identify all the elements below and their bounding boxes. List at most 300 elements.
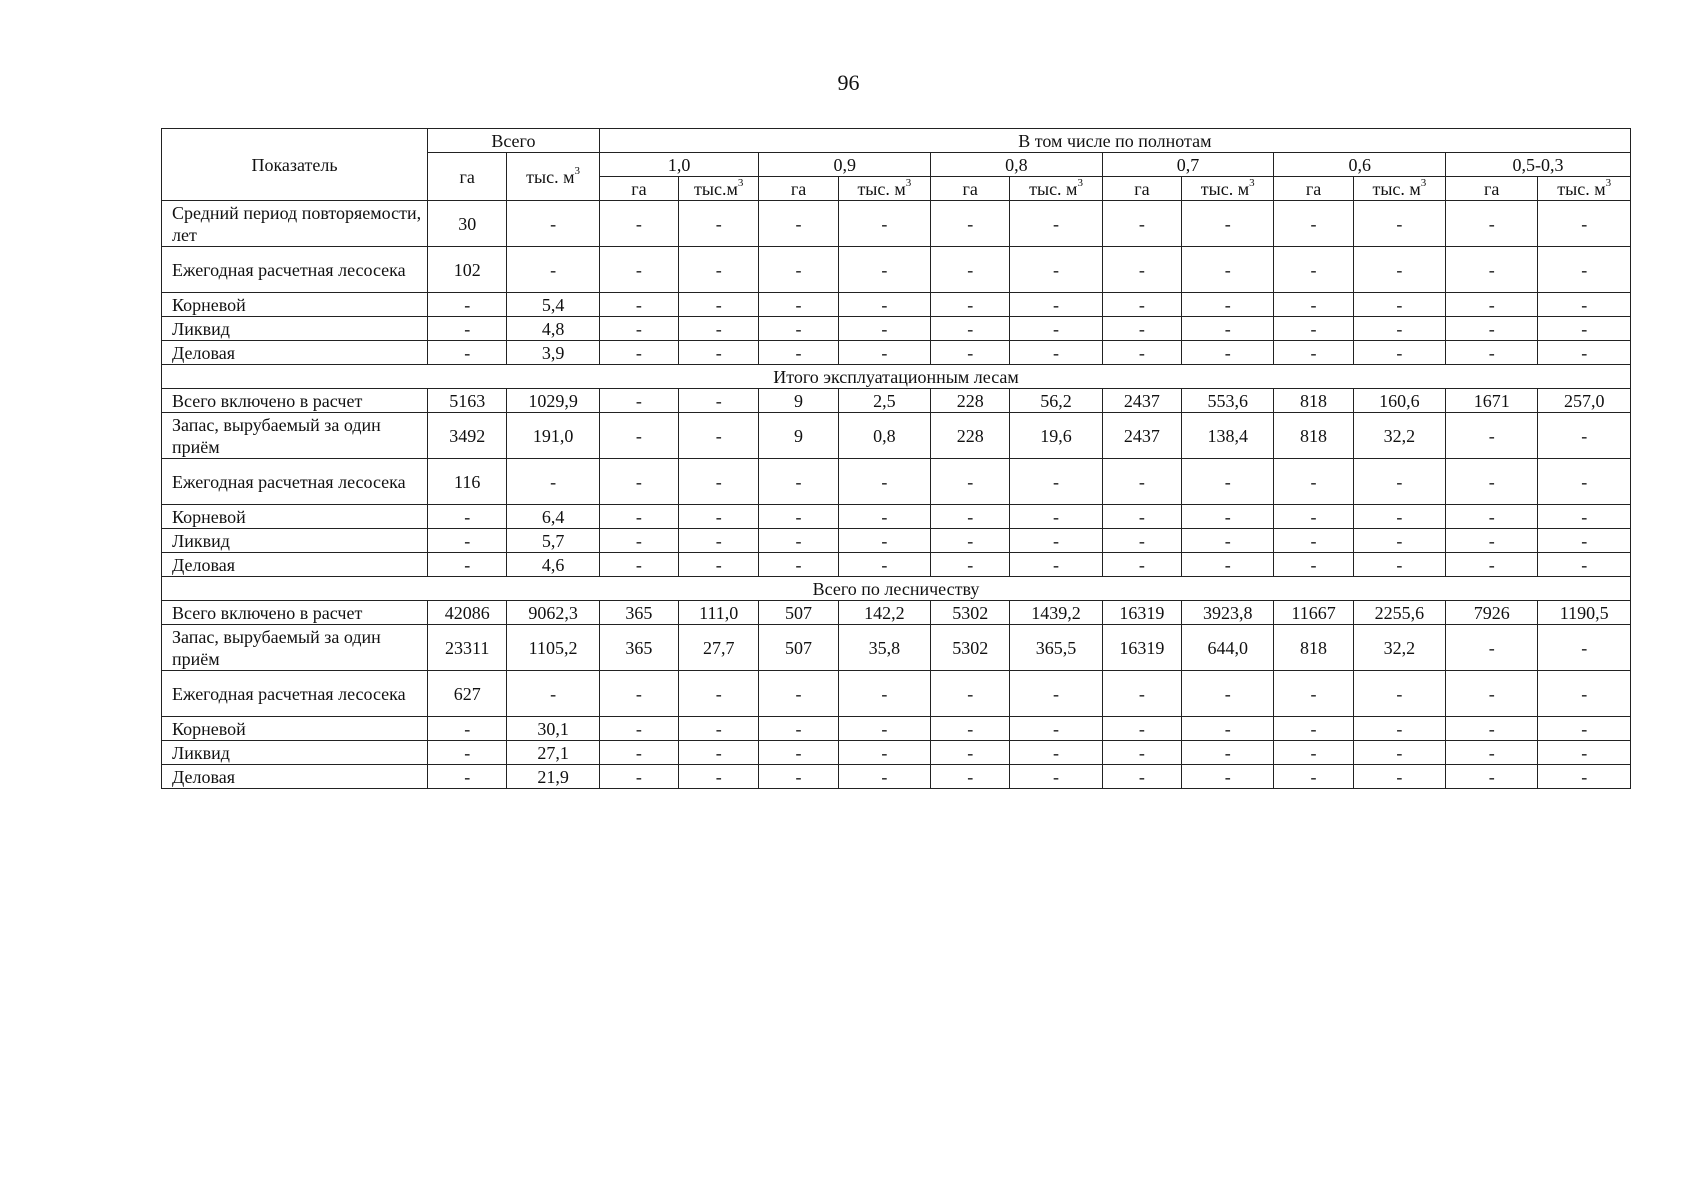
table-cell: 0,8 bbox=[838, 413, 930, 459]
table-cell: - bbox=[1102, 671, 1181, 717]
table-cell: - bbox=[1010, 553, 1102, 577]
section-header-row bbox=[162, 365, 1631, 389]
table-cell: - bbox=[1446, 459, 1538, 505]
row-label: Всего включено в расчет bbox=[162, 389, 428, 413]
table-cell: - bbox=[838, 247, 930, 293]
table-cell: - bbox=[599, 341, 678, 365]
header-density-4: 0,7 bbox=[1102, 153, 1274, 177]
table-cell: - bbox=[599, 765, 678, 789]
table-cell: 1029,9 bbox=[507, 389, 599, 413]
table-cell: 6,4 bbox=[507, 505, 599, 529]
table-cell: - bbox=[759, 459, 838, 505]
table-cell: - bbox=[1182, 553, 1274, 577]
table-cell: - bbox=[679, 341, 759, 365]
table-cell: - bbox=[1446, 293, 1538, 317]
table-cell: - bbox=[1538, 765, 1631, 789]
header-ha: га bbox=[1446, 177, 1538, 201]
table-cell: - bbox=[931, 765, 1010, 789]
table-cell: - bbox=[1274, 717, 1353, 741]
table-cell: - bbox=[1274, 201, 1353, 247]
table-cell: - bbox=[838, 671, 930, 717]
table-cell: 30,1 bbox=[507, 717, 599, 741]
section-title: Всего по лесничеству bbox=[162, 577, 1631, 601]
table-cell: - bbox=[931, 671, 1010, 717]
table-cell: - bbox=[428, 341, 507, 365]
table-cell: - bbox=[1538, 553, 1631, 577]
table-cell: 1671 bbox=[1446, 389, 1538, 413]
table-cell: - bbox=[1274, 505, 1353, 529]
table-cell: - bbox=[1010, 293, 1102, 317]
table-cell: - bbox=[1446, 625, 1538, 671]
table-cell: - bbox=[599, 741, 678, 765]
table-cell: - bbox=[1538, 671, 1631, 717]
table-cell: - bbox=[1446, 553, 1538, 577]
table-cell: - bbox=[1102, 459, 1181, 505]
table-cell: 2255,6 bbox=[1353, 601, 1445, 625]
table-cell: - bbox=[931, 293, 1010, 317]
table-cell: - bbox=[599, 553, 678, 577]
table-cell: - bbox=[759, 317, 838, 341]
table-cell: 257,0 bbox=[1538, 389, 1631, 413]
table-cell: 365,5 bbox=[1010, 625, 1102, 671]
table-cell: - bbox=[1274, 741, 1353, 765]
table-cell: - bbox=[1353, 741, 1445, 765]
table-cell: - bbox=[679, 247, 759, 293]
table-cell: - bbox=[1446, 201, 1538, 247]
table-cell: - bbox=[1446, 317, 1538, 341]
table-cell: - bbox=[1182, 741, 1274, 765]
table-cell: - bbox=[1353, 341, 1445, 365]
row-label: Средний период повторяемости, лет bbox=[162, 201, 428, 247]
table-cell: - bbox=[931, 505, 1010, 529]
table-cell: - bbox=[1102, 341, 1181, 365]
table-cell: - bbox=[507, 459, 599, 505]
table-cell: 32,2 bbox=[1353, 625, 1445, 671]
header-ha: га bbox=[599, 177, 678, 201]
table-cell: - bbox=[1010, 765, 1102, 789]
table-cell: - bbox=[1353, 247, 1445, 293]
header-total-volume: тыс. $м^3$ bbox=[507, 153, 599, 201]
table-cell: - bbox=[1010, 201, 1102, 247]
row-label: Корневой bbox=[162, 717, 428, 741]
table-body bbox=[162, 201, 1631, 789]
table-cell: - bbox=[931, 717, 1010, 741]
table-cell: - bbox=[1182, 317, 1274, 341]
table-cell: - bbox=[1446, 341, 1538, 365]
table-cell: - bbox=[599, 413, 678, 459]
table-cell: - bbox=[1538, 201, 1631, 247]
table-cell: - bbox=[599, 389, 678, 413]
table-cell: - bbox=[1538, 717, 1631, 741]
table-cell: - bbox=[1010, 317, 1102, 341]
page-number: 96 bbox=[837, 70, 860, 95]
table-cell: - bbox=[1538, 505, 1631, 529]
table-cell: - bbox=[1446, 247, 1538, 293]
table-cell: - bbox=[428, 505, 507, 529]
header-ha: га bbox=[1102, 177, 1181, 201]
table-row bbox=[162, 201, 1631, 247]
table-cell: - bbox=[838, 341, 930, 365]
header-volume: тыс. $м^3$ bbox=[838, 177, 930, 201]
row-label: Запас, вырубаемый за один приём bbox=[162, 625, 428, 671]
table-cell: - bbox=[679, 671, 759, 717]
table-cell: - bbox=[679, 389, 759, 413]
table-row bbox=[162, 505, 1631, 529]
table-cell: - bbox=[428, 717, 507, 741]
table-cell: - bbox=[759, 293, 838, 317]
header-density-1: 1,0 bbox=[599, 153, 759, 177]
table-cell: - bbox=[679, 317, 759, 341]
table-cell: 116 bbox=[428, 459, 507, 505]
table-cell: - bbox=[759, 553, 838, 577]
table-cell: - bbox=[1274, 459, 1353, 505]
header-volume: тыс. $м^3$ bbox=[1010, 177, 1102, 201]
table-cell: 3,9 bbox=[507, 341, 599, 365]
table-cell: - bbox=[1010, 341, 1102, 365]
table-cell: - bbox=[1538, 413, 1631, 459]
table-cell: 228 bbox=[931, 389, 1010, 413]
table-cell: - bbox=[1353, 293, 1445, 317]
table-cell: - bbox=[1274, 553, 1353, 577]
table-cell: - bbox=[1538, 247, 1631, 293]
table-cell: - bbox=[1274, 247, 1353, 293]
table-cell: - bbox=[759, 717, 838, 741]
table-cell: 19,6 bbox=[1010, 413, 1102, 459]
table-cell: - bbox=[1274, 341, 1353, 365]
section-header-row bbox=[162, 577, 1631, 601]
table-cell: - bbox=[838, 459, 930, 505]
table-cell: - bbox=[1353, 505, 1445, 529]
table-cell: 27,1 bbox=[507, 741, 599, 765]
table-cell: 5163 bbox=[428, 389, 507, 413]
table-cell: - bbox=[679, 201, 759, 247]
table-cell: - bbox=[679, 529, 759, 553]
table-cell: 42086 bbox=[428, 601, 507, 625]
row-label: Корневой bbox=[162, 505, 428, 529]
table-row bbox=[162, 601, 1631, 625]
table-cell: - bbox=[931, 459, 1010, 505]
table-cell: - bbox=[599, 201, 678, 247]
table-cell: - bbox=[1102, 293, 1181, 317]
table-cell: - bbox=[507, 671, 599, 717]
table-cell: - bbox=[1353, 459, 1445, 505]
table-cell: - bbox=[1446, 505, 1538, 529]
table-cell: - bbox=[1010, 671, 1102, 717]
table-cell: 627 bbox=[428, 671, 507, 717]
table-cell: - bbox=[931, 247, 1010, 293]
table-cell: - bbox=[1446, 765, 1538, 789]
table-cell: - bbox=[759, 247, 838, 293]
table-cell: - bbox=[1538, 741, 1631, 765]
table-cell: 23311 bbox=[428, 625, 507, 671]
header-indicator: Показатель bbox=[162, 129, 428, 201]
row-label: Запас, вырубаемый за один приём bbox=[162, 413, 428, 459]
table-cell: 5,4 bbox=[507, 293, 599, 317]
table-row bbox=[162, 765, 1631, 789]
table-cell: - bbox=[1538, 459, 1631, 505]
table-cell: 16319 bbox=[1102, 625, 1181, 671]
table-cell: - bbox=[838, 717, 930, 741]
table-cell: - bbox=[599, 505, 678, 529]
table-cell: 4,8 bbox=[507, 317, 599, 341]
table-cell: - bbox=[1353, 529, 1445, 553]
header-ha: га bbox=[1274, 177, 1353, 201]
table-cell: - bbox=[1538, 529, 1631, 553]
row-label: Деловая bbox=[162, 765, 428, 789]
table-cell: 5302 bbox=[931, 601, 1010, 625]
table-cell: 16319 bbox=[1102, 601, 1181, 625]
table-cell: - bbox=[599, 247, 678, 293]
table-cell: 3492 bbox=[428, 413, 507, 459]
table-cell: - bbox=[931, 553, 1010, 577]
table-cell: 21,9 bbox=[507, 765, 599, 789]
table-cell: - bbox=[1010, 247, 1102, 293]
table-cell: 1105,2 bbox=[507, 625, 599, 671]
table-cell: - bbox=[599, 317, 678, 341]
section-title: Итого эксплуатационным лесам bbox=[162, 365, 1631, 389]
table-cell: - bbox=[1182, 341, 1274, 365]
table-cell: - bbox=[1182, 201, 1274, 247]
table-cell: 818 bbox=[1274, 625, 1353, 671]
table-cell: - bbox=[1538, 293, 1631, 317]
table-cell: - bbox=[838, 741, 930, 765]
table-cell: - bbox=[1182, 459, 1274, 505]
table-cell: 5302 bbox=[931, 625, 1010, 671]
table-cell: - bbox=[1446, 413, 1538, 459]
table-cell: - bbox=[1274, 765, 1353, 789]
table-cell: - bbox=[759, 201, 838, 247]
table-cell: - bbox=[428, 293, 507, 317]
table-cell: - bbox=[679, 459, 759, 505]
table-row bbox=[162, 671, 1631, 717]
table-row bbox=[162, 341, 1631, 365]
table-cell: - bbox=[1274, 529, 1353, 553]
header-volume: тыс. $м^3$ bbox=[1353, 177, 1445, 201]
table-cell: 365 bbox=[599, 625, 678, 671]
table-cell: - bbox=[1538, 341, 1631, 365]
row-label: Ежегодная расчетная лесосека bbox=[162, 459, 428, 505]
table-cell: 553,6 bbox=[1182, 389, 1274, 413]
table-cell: - bbox=[507, 201, 599, 247]
table-cell: - bbox=[679, 505, 759, 529]
table-cell: - bbox=[1102, 247, 1181, 293]
table-cell: - bbox=[1446, 717, 1538, 741]
table-cell: 507 bbox=[759, 625, 838, 671]
table-cell: - bbox=[931, 201, 1010, 247]
table-cell: 102 bbox=[428, 247, 507, 293]
row-label: Ликвид bbox=[162, 317, 428, 341]
table-cell: - bbox=[599, 459, 678, 505]
table-cell: 11667 bbox=[1274, 601, 1353, 625]
table-cell: - bbox=[1353, 765, 1445, 789]
table-cell: 2437 bbox=[1102, 413, 1181, 459]
table-cell: - bbox=[1102, 765, 1181, 789]
table-cell: 5,7 bbox=[507, 529, 599, 553]
table-cell: - bbox=[1446, 741, 1538, 765]
table-cell: - bbox=[428, 553, 507, 577]
table-cell: - bbox=[1353, 201, 1445, 247]
table-cell: - bbox=[759, 529, 838, 553]
table-cell: - bbox=[1102, 741, 1181, 765]
table-cell: - bbox=[1102, 553, 1181, 577]
table-cell: - bbox=[1010, 717, 1102, 741]
table-row bbox=[162, 741, 1631, 765]
header-ha: га bbox=[759, 177, 838, 201]
table-cell: - bbox=[759, 765, 838, 789]
table-cell: - bbox=[838, 317, 930, 341]
table-cell: 365 bbox=[599, 601, 678, 625]
table-cell: - bbox=[1010, 741, 1102, 765]
row-label: Ежегодная расчетная лесосека bbox=[162, 671, 428, 717]
table-cell: 7926 bbox=[1446, 601, 1538, 625]
header-ha: га bbox=[931, 177, 1010, 201]
table-cell: - bbox=[1446, 671, 1538, 717]
table-cell: 56,2 bbox=[1010, 389, 1102, 413]
table-cell: - bbox=[759, 741, 838, 765]
table-cell: - bbox=[428, 317, 507, 341]
table-cell: - bbox=[679, 717, 759, 741]
table-row bbox=[162, 293, 1631, 317]
table-cell: 644,0 bbox=[1182, 625, 1274, 671]
table-cell: - bbox=[1102, 317, 1181, 341]
table-cell: - bbox=[507, 247, 599, 293]
table-row bbox=[162, 389, 1631, 413]
header-total: Всего bbox=[428, 129, 600, 153]
header-density-2: 0,9 bbox=[759, 153, 931, 177]
table-cell: 9 bbox=[759, 389, 838, 413]
table-row bbox=[162, 317, 1631, 341]
table-cell: - bbox=[679, 741, 759, 765]
table-cell: 9062,3 bbox=[507, 601, 599, 625]
table-cell: 30 bbox=[428, 201, 507, 247]
table-cell: - bbox=[838, 505, 930, 529]
table-cell: - bbox=[1182, 505, 1274, 529]
table-cell: - bbox=[1102, 201, 1181, 247]
table-cell: 32,2 bbox=[1353, 413, 1445, 459]
table-cell: 1190,5 bbox=[1538, 601, 1631, 625]
row-label: Всего включено в расчет bbox=[162, 601, 428, 625]
table-cell: - bbox=[428, 741, 507, 765]
row-label: Деловая bbox=[162, 553, 428, 577]
table-cell: 3923,8 bbox=[1182, 601, 1274, 625]
row-label: Деловая bbox=[162, 341, 428, 365]
table-cell: - bbox=[1274, 317, 1353, 341]
table-cell: - bbox=[1102, 717, 1181, 741]
table-cell: - bbox=[838, 293, 930, 317]
row-label: Корневой bbox=[162, 293, 428, 317]
table-header bbox=[162, 129, 1631, 201]
table-cell: 142,2 bbox=[838, 601, 930, 625]
table-cell: 2,5 bbox=[838, 389, 930, 413]
table-cell: - bbox=[1102, 529, 1181, 553]
table-cell: - bbox=[838, 765, 930, 789]
table-cell: - bbox=[679, 413, 759, 459]
table-cell: - bbox=[1353, 717, 1445, 741]
table-cell: - bbox=[428, 765, 507, 789]
table-cell: 9 bbox=[759, 413, 838, 459]
table-cell: - bbox=[679, 765, 759, 789]
table-row bbox=[162, 413, 1631, 459]
table-cell: 111,0 bbox=[679, 601, 759, 625]
table-cell: 4,6 bbox=[507, 553, 599, 577]
table-cell: - bbox=[599, 717, 678, 741]
table-row bbox=[162, 625, 1631, 671]
table-cell: - bbox=[1010, 505, 1102, 529]
table-cell: - bbox=[1102, 505, 1181, 529]
table-cell: - bbox=[1010, 529, 1102, 553]
table-cell: 818 bbox=[1274, 389, 1353, 413]
table-cell: - bbox=[838, 553, 930, 577]
table-row bbox=[162, 247, 1631, 293]
table-cell: - bbox=[599, 671, 678, 717]
header-total-ha: га bbox=[428, 153, 507, 201]
table-cell: 191,0 bbox=[507, 413, 599, 459]
table-cell: - bbox=[1182, 671, 1274, 717]
table-cell: - bbox=[838, 201, 930, 247]
header-volume: тыс. $м^3$ bbox=[1182, 177, 1274, 201]
table-cell: - bbox=[931, 341, 1010, 365]
table-cell: - bbox=[1353, 671, 1445, 717]
table-cell: - bbox=[599, 529, 678, 553]
table-cell: - bbox=[1182, 717, 1274, 741]
table-cell: 818 bbox=[1274, 413, 1353, 459]
table-cell: 27,7 bbox=[679, 625, 759, 671]
table-cell: - bbox=[599, 293, 678, 317]
table-cell: - bbox=[428, 529, 507, 553]
forest-table bbox=[161, 128, 1631, 789]
table-cell: - bbox=[931, 529, 1010, 553]
table-cell: - bbox=[1538, 317, 1631, 341]
table-cell: 507 bbox=[759, 601, 838, 625]
table-cell: 2437 bbox=[1102, 389, 1181, 413]
table-cell: 1439,2 bbox=[1010, 601, 1102, 625]
table-cell: - bbox=[1538, 625, 1631, 671]
table-cell: 228 bbox=[931, 413, 1010, 459]
table-cell: - bbox=[679, 293, 759, 317]
table-cell: - bbox=[931, 741, 1010, 765]
table-row bbox=[162, 717, 1631, 741]
table-row bbox=[162, 553, 1631, 577]
table-cell: - bbox=[1010, 459, 1102, 505]
row-label: Ликвид bbox=[162, 529, 428, 553]
table-cell: - bbox=[1182, 293, 1274, 317]
table-cell: - bbox=[931, 317, 1010, 341]
header-density-3: 0,8 bbox=[931, 153, 1103, 177]
table-cell: - bbox=[1353, 317, 1445, 341]
table-cell: - bbox=[759, 505, 838, 529]
table-cell: - bbox=[1446, 529, 1538, 553]
header-by-density: В том числе по полнотам bbox=[599, 129, 1630, 153]
table-cell: - bbox=[759, 671, 838, 717]
table-cell: - bbox=[1182, 765, 1274, 789]
header-volume: тыс. $м^3$ bbox=[1538, 177, 1631, 201]
table-cell: - bbox=[759, 341, 838, 365]
table-row bbox=[162, 529, 1631, 553]
table-cell: - bbox=[679, 553, 759, 577]
header-density-5: 0,6 bbox=[1274, 153, 1446, 177]
header-density-6: 0,5-0,3 bbox=[1446, 153, 1631, 177]
header-volume: $тыс.м^3$ bbox=[679, 177, 759, 201]
table-row bbox=[162, 459, 1631, 505]
row-label: Ликвид bbox=[162, 741, 428, 765]
table-cell: 35,8 bbox=[838, 625, 930, 671]
table-cell: - bbox=[1182, 247, 1274, 293]
table-cell: - bbox=[1353, 553, 1445, 577]
table-cell: - bbox=[1182, 529, 1274, 553]
row-label: Ежегодная расчетная лесосека bbox=[162, 247, 428, 293]
table-cell: - bbox=[1274, 293, 1353, 317]
table-cell: 138,4 bbox=[1182, 413, 1274, 459]
